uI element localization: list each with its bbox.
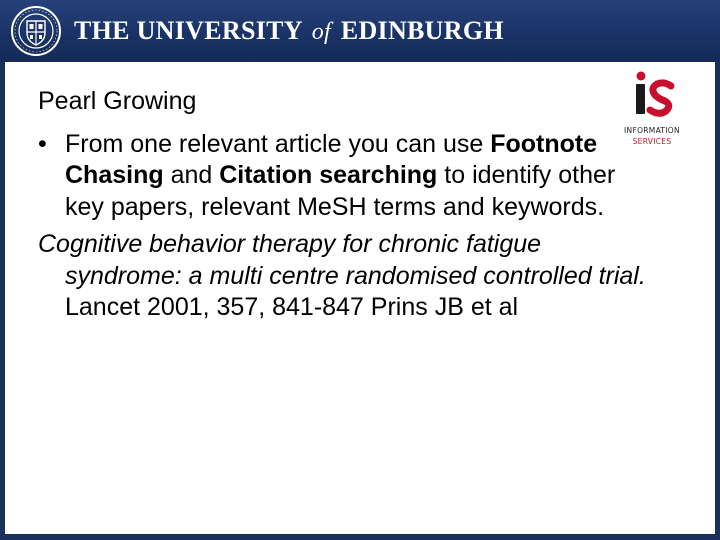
- bullet-text-3: to identify other key papers, relevant MeSH terms and keywords.: [65, 161, 616, 221]
- slide-content: [38, 86, 648, 324]
- header-band: [0, 0, 720, 62]
- bullet-bold-citation-searching: Citation searching: [219, 161, 438, 189]
- logo-line-services: SERVICES: [632, 137, 672, 146]
- logo-line-information: INFORMATION: [624, 126, 680, 135]
- slide-heading: Pearl Growing: [38, 87, 197, 115]
- reference-paragraph: [38, 229, 648, 324]
- reference-title: Cognitive behavior therapy for chronic fatigue syndrome: a multi centre randomised controlled trial.: [38, 230, 646, 290]
- university-title: [74, 16, 504, 46]
- frame-right: [715, 62, 720, 540]
- bullet-item: [38, 129, 648, 224]
- university-crest-icon: [10, 5, 62, 57]
- frame-left: [0, 62, 5, 540]
- reference-citation: Lancet 2001, 357, 841-847 Prins JB et al: [65, 293, 519, 321]
- university-title-of: of: [311, 19, 331, 45]
- bullet-text-1: From one relevant article you can use: [65, 129, 491, 158]
- bullet-symbol: •: [38, 129, 47, 158]
- university-title-part2: EDINBURGH: [340, 16, 504, 45]
- frame-bottom: [0, 534, 720, 540]
- bullet-text-2: and: [163, 161, 220, 189]
- university-title-part1: THE UNIVERSITY: [74, 16, 302, 45]
- bullet-bold-footnote-chasing: Footnote Chasing: [65, 129, 598, 189]
